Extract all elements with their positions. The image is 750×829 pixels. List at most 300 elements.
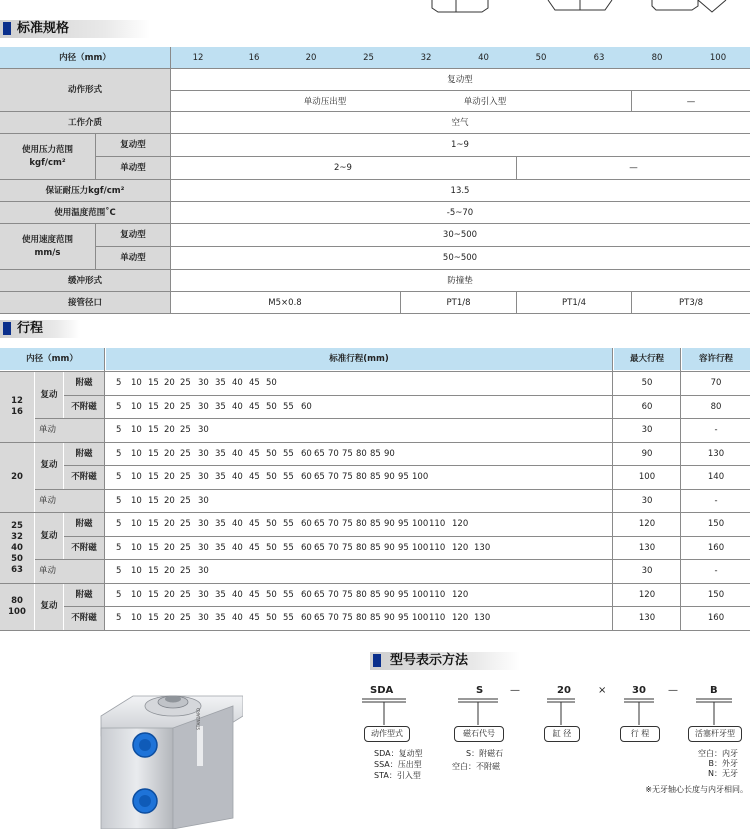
stroke-value: 25: [180, 401, 191, 412]
stroke-value: 30: [198, 378, 209, 388]
stroke-value: 15: [148, 401, 159, 412]
stroke-value: 80: [356, 589, 367, 600]
row-divider: [64, 606, 750, 607]
stroke-value: 50: [266, 472, 277, 482]
stroke-value: 75: [342, 613, 353, 623]
stroke-value: 80: [356, 472, 367, 482]
thread-note: ※无牙轴心长度与内牙相同。: [645, 785, 748, 794]
stroke-value: 60: [301, 401, 312, 412]
stroke-value: 70: [328, 472, 339, 482]
bore-value: 63: [11, 564, 23, 575]
stroke-value: 95: [398, 519, 409, 529]
stroke-value: 110: [429, 613, 446, 623]
stroke-value: 15: [148, 613, 159, 623]
stroke-value: 120: [452, 519, 469, 529]
stroke-value: 55: [283, 613, 294, 623]
stroke-value: 25: [180, 519, 191, 529]
magnet-label: 附磁: [75, 448, 93, 459]
separator-dash: —: [668, 685, 678, 696]
stroke-value: 30: [198, 495, 209, 506]
stroke-value: 25: [180, 448, 191, 459]
stroke-value: 55: [283, 589, 294, 600]
stroke-value: 70: [328, 448, 339, 459]
stroke-value: 35: [215, 519, 226, 529]
medium-value: 空气: [451, 118, 469, 128]
stroke-value: 10: [131, 425, 142, 435]
stroke-max-header: 最大行程: [629, 354, 664, 364]
stroke-value: 80: [356, 448, 367, 459]
stroke-value: 20: [164, 472, 175, 482]
proof-label: 保证耐压力kgf/cm²: [45, 186, 125, 196]
stroke-value: 15: [148, 425, 159, 435]
stroke-value: 90: [384, 542, 395, 553]
max-stroke: 120: [638, 519, 656, 529]
stroke-value: 60: [301, 613, 312, 623]
stroke-value: 45: [249, 589, 260, 600]
stroke-value: 65: [314, 589, 325, 600]
stroke-value: 5: [116, 495, 122, 506]
stroke-value: 20: [164, 448, 175, 459]
speed-single-label: 单动型: [120, 253, 146, 263]
pressure-double-value: 1~9: [451, 140, 469, 150]
row-divider: [0, 630, 750, 631]
speed-unit: mm/s: [34, 248, 61, 258]
stroke-value: 5: [116, 613, 122, 623]
stroke-table: [0, 348, 750, 633]
stroke-value: 15: [148, 378, 159, 388]
stroke-value: 50: [266, 589, 277, 600]
separator-dash: —: [510, 685, 520, 696]
stroke-value: 25: [180, 378, 191, 388]
stroke-value: 10: [131, 472, 142, 482]
bore-value: 12: [11, 396, 23, 407]
stroke-value: 30: [198, 401, 209, 412]
bore-value: 50: [11, 553, 23, 564]
stroke-value: 120: [452, 542, 469, 553]
stroke-value: 20: [164, 519, 175, 529]
stroke-value: 100: [412, 542, 429, 553]
stroke-value: 85: [370, 589, 381, 600]
spec-table: [0, 47, 750, 317]
stroke-value: 10: [131, 566, 142, 576]
tolerance-stroke: -: [714, 425, 718, 435]
tolerance-stroke: 160: [707, 613, 725, 623]
magnet-label: 不附磁: [71, 542, 97, 553]
stroke-value: 85: [370, 448, 381, 459]
pressure-single-label: 单动型: [120, 163, 146, 173]
model-box: 动作型式: [364, 726, 410, 742]
stroke-value: 70: [328, 613, 339, 623]
bore-col-header: 100: [709, 53, 727, 63]
stroke-value: 45: [249, 613, 260, 623]
stroke-value: 35: [215, 401, 226, 412]
magnet-label: 附磁: [75, 589, 93, 600]
model-box: 磁石代号: [454, 726, 504, 742]
stroke-value: 110: [429, 589, 446, 600]
stroke-value: 80: [356, 613, 367, 623]
cushion-value: 防撞垫: [447, 276, 473, 286]
model-designation: [360, 680, 750, 829]
bore-col-header: 50: [535, 53, 547, 63]
stroke-value: 20: [164, 589, 175, 600]
port-value: PT1/4: [562, 298, 586, 308]
stroke-value: 15: [148, 519, 159, 529]
stroke-value: 15: [148, 495, 159, 506]
stroke-value: 100: [412, 472, 429, 482]
stroke-value: 25: [180, 542, 191, 553]
tolerance-stroke: 150: [707, 589, 725, 600]
pressure-single-value: 2~9: [334, 163, 352, 173]
bore-value: 32: [11, 531, 23, 542]
action-double-label: 复动: [40, 389, 58, 400]
stroke-value: 30: [198, 613, 209, 623]
tolerance-stroke: 140: [707, 472, 725, 482]
stroke-value: 20: [164, 542, 175, 553]
proof-value: 13.5: [450, 186, 470, 196]
stroke-value: 45: [249, 448, 260, 459]
stroke-value: 95: [398, 542, 409, 553]
stroke-value: 75: [342, 542, 353, 553]
stroke-value: 5: [116, 425, 122, 435]
stroke-tol-header: 容许行程: [698, 354, 733, 364]
speed-double-value: 30~500: [442, 230, 478, 240]
speed-double-label: 复动型: [120, 230, 146, 240]
spec-bore-header: 内径（mm）: [59, 53, 111, 63]
stroke-value: 5: [116, 401, 122, 412]
max-stroke: 60: [641, 401, 653, 412]
stroke-value: 70: [328, 519, 339, 529]
bore-col-header: 63: [593, 53, 605, 63]
stroke-std-header: 标准行程(mm): [329, 354, 389, 364]
stroke-value: 30: [198, 472, 209, 482]
stroke-value: 55: [283, 448, 294, 459]
magnet-option: S：附磁石: [466, 749, 504, 758]
medium-label: 工作介质: [67, 118, 102, 128]
bore-value: 20: [11, 472, 23, 483]
model-code-thread: B: [710, 685, 718, 696]
cropped-drawings: [430, 0, 730, 16]
stroke-value: 10: [131, 448, 142, 459]
thread-option: N：无牙: [708, 769, 738, 778]
max-stroke: 120: [638, 589, 656, 600]
action-double-label: 复动: [40, 460, 58, 470]
code-connector-lines: [360, 697, 750, 727]
stroke-value: 35: [215, 378, 226, 388]
stroke-value: 25: [180, 425, 191, 435]
magnet-label: 附磁: [75, 378, 93, 388]
stroke-value: 50: [266, 542, 277, 553]
stroke-value: 50: [266, 448, 277, 459]
stroke-value: 15: [148, 566, 159, 576]
cushion-label: 缓冲形式: [67, 276, 102, 286]
tolerance-stroke: -: [714, 566, 718, 576]
column-divider: [104, 348, 105, 631]
stroke-value: 15: [148, 472, 159, 482]
action-option: STA：引入型: [374, 771, 421, 780]
model-code-magnet: S: [476, 685, 484, 696]
stroke-value: 25: [180, 566, 191, 576]
stroke-value: 60: [301, 472, 312, 482]
magnet-label: 不附磁: [71, 613, 97, 623]
stroke-value: 5: [116, 566, 122, 576]
stroke-value: 70: [328, 589, 339, 600]
max-stroke: 30: [641, 566, 653, 576]
stroke-value: 15: [148, 589, 159, 600]
section-title: 标准规格: [17, 21, 70, 36]
stroke-value: 15: [148, 448, 159, 459]
stroke-value: 70: [328, 542, 339, 553]
stroke-value: 95: [398, 472, 409, 482]
stroke-value: 50: [266, 519, 277, 529]
column-divider: [612, 348, 613, 631]
max-stroke: 30: [641, 425, 653, 435]
port-value: PT3/8: [679, 298, 703, 308]
bore-col-header: 16: [248, 53, 260, 63]
bore-value: 80: [11, 596, 23, 606]
stroke-value: 60: [301, 589, 312, 600]
stroke-value: 60: [301, 519, 312, 529]
stroke-bore-header: 内径（mm）: [26, 354, 78, 364]
stroke-value: 90: [384, 589, 395, 600]
max-stroke: 130: [638, 542, 656, 553]
stroke-value: 110: [429, 519, 446, 529]
stroke-value: 80: [356, 542, 367, 553]
action-option: SSA：压出型: [374, 760, 422, 769]
stroke-value: 95: [398, 589, 409, 600]
max-stroke: 90: [641, 448, 653, 459]
column-divider: [680, 348, 681, 631]
tolerance-stroke: 130: [707, 448, 725, 459]
model-code-bore: 20: [557, 685, 571, 696]
stroke-value: 45: [249, 472, 260, 482]
stroke-value: 30: [198, 589, 209, 600]
stroke-value: 35: [215, 613, 226, 623]
stroke-value: 10: [131, 542, 142, 553]
stroke-value: 40: [232, 401, 243, 412]
section-title: 行程: [17, 321, 44, 336]
thread-option: B：外牙: [708, 759, 738, 768]
tolerance-stroke: 160: [707, 542, 725, 553]
action-label: 动作形式: [67, 85, 102, 95]
model-box: 缸 径: [544, 726, 580, 742]
stroke-value: 40: [232, 613, 243, 623]
bore-col-header: 12: [192, 53, 204, 63]
action-single-label: 单动: [39, 495, 57, 506]
bore-value: 16: [11, 407, 23, 418]
pressure-single-dash: —: [629, 163, 638, 173]
row-divider: [35, 418, 750, 419]
stroke-value: 30: [198, 448, 209, 459]
model-code-stroke: 30: [632, 685, 646, 696]
thread-option: 空白：内牙: [698, 749, 738, 758]
tolerance-stroke: -: [714, 495, 718, 506]
stroke-value: 65: [314, 613, 325, 623]
bore-col-header: 20: [305, 53, 317, 63]
action-option: SDA：复动型: [374, 749, 423, 758]
stroke-value: 50: [266, 378, 277, 388]
stroke-value: 35: [215, 448, 226, 459]
stroke-value: 10: [131, 613, 142, 623]
stroke-value: 10: [131, 589, 142, 600]
stroke-value: 25: [180, 613, 191, 623]
stroke-value: 90: [384, 448, 395, 459]
stroke-value: 20: [164, 401, 175, 412]
action-single-pull: 单动引入型: [463, 97, 507, 107]
port-label: 接管径口: [67, 298, 102, 308]
row-divider: [64, 536, 750, 537]
action-dash: —: [686, 97, 696, 107]
stroke-value: 65: [314, 542, 325, 553]
pressure-unit: kgf/cm²: [29, 158, 66, 168]
stroke-value: 85: [370, 472, 381, 482]
product-label: STANDARD: [196, 707, 201, 730]
tolerance-stroke: 80: [710, 401, 722, 412]
stroke-value: 85: [370, 613, 381, 623]
stroke-value: 50: [266, 401, 277, 412]
stroke-value: 10: [131, 519, 142, 529]
separator-times: ×: [598, 685, 607, 696]
port-value: M5×0.8: [268, 298, 302, 308]
stroke-value: 120: [452, 613, 469, 623]
stroke-value: 40: [232, 542, 243, 553]
stroke-value: 95: [398, 613, 409, 623]
stroke-value: 55: [283, 542, 294, 553]
stroke-value: 45: [249, 542, 260, 553]
stroke-value: 20: [164, 566, 175, 576]
stroke-value: 40: [232, 378, 243, 388]
row-divider: [0, 512, 750, 513]
max-stroke: 100: [638, 472, 656, 482]
stroke-value: 130: [474, 542, 491, 553]
stroke-value: 90: [384, 472, 395, 482]
stroke-value: 100: [412, 589, 429, 600]
bore-value: 40: [11, 542, 23, 553]
action-single-push: 单动压出型: [303, 97, 347, 107]
stroke-value: 65: [314, 472, 325, 482]
bore-col-header: 80: [651, 53, 663, 63]
stroke-value: 90: [384, 519, 395, 529]
bore-value: 100: [8, 607, 26, 617]
stroke-value: 20: [164, 495, 175, 506]
stroke-value: 75: [342, 448, 353, 459]
bore-value: 25: [11, 520, 23, 531]
stroke-value: 10: [131, 378, 142, 388]
stroke-value: 40: [232, 448, 243, 459]
stroke-value: 80: [356, 519, 367, 529]
max-stroke: 30: [641, 495, 653, 506]
stroke-value: 35: [215, 542, 226, 553]
model-code-action: SDA: [370, 685, 394, 696]
tolerance-stroke: 70: [710, 378, 722, 388]
stroke-value: 100: [412, 613, 429, 623]
stroke-value: 130: [474, 613, 491, 623]
action-double-label: 复动: [40, 601, 58, 611]
magnet-option: 空白：不附磁: [452, 762, 500, 771]
port-value: PT1/8: [446, 298, 471, 308]
action-single-label: 单动: [39, 566, 57, 576]
stroke-value: 60: [301, 448, 312, 459]
stroke-value: 45: [249, 378, 260, 388]
stroke-value: 75: [342, 472, 353, 482]
row-divider: [64, 465, 750, 466]
stroke-value: 5: [116, 542, 122, 553]
stroke-value: 55: [283, 472, 294, 482]
stroke-value: 85: [370, 542, 381, 553]
model-box: 活塞杆牙型: [688, 726, 742, 742]
stroke-value: 5: [116, 519, 122, 529]
stroke-value: 75: [342, 589, 353, 600]
stroke-value: 60: [301, 542, 312, 553]
stroke-value: 65: [314, 519, 325, 529]
model-box: 行 程: [620, 726, 660, 742]
stroke-value: 55: [283, 401, 294, 412]
stroke-value: 35: [215, 589, 226, 600]
pressure-label: 使用压力范围: [21, 145, 73, 155]
stroke-value: 20: [164, 378, 175, 388]
speed-label: 使用速度范围: [21, 235, 73, 245]
magnet-label: 不附磁: [71, 401, 97, 412]
stroke-value: 25: [180, 472, 191, 482]
stroke-value: 5: [116, 378, 122, 388]
pressure-double-label: 复动型: [120, 140, 146, 150]
temp-value: -5~70: [446, 208, 474, 218]
stroke-value: 90: [384, 613, 395, 623]
stroke-value: 10: [131, 495, 142, 506]
stroke-value: 5: [116, 448, 122, 459]
row-divider: [35, 489, 750, 490]
action-double-label: 复动: [40, 530, 58, 541]
temp-label: 使用温度范围˚C: [54, 208, 116, 218]
bore-col-header: 25: [363, 53, 374, 63]
stroke-value: 50: [266, 613, 277, 623]
stroke-value: 30: [198, 566, 209, 576]
speed-single-value: 50~500: [442, 253, 478, 263]
stroke-value: 40: [232, 472, 243, 482]
magnet-label: 不附磁: [71, 472, 97, 482]
stroke-value: 35: [215, 472, 226, 482]
stroke-value: 45: [249, 401, 260, 412]
stroke-value: 55: [283, 519, 294, 529]
stroke-value: 30: [198, 542, 209, 553]
max-stroke: 50: [641, 378, 653, 388]
stroke-value: 120: [452, 589, 469, 600]
max-stroke: 130: [638, 613, 656, 623]
stroke-value: 20: [164, 613, 175, 623]
bore-col-header: 40: [478, 53, 489, 63]
stroke-value: 15: [148, 542, 159, 553]
stroke-value: 75: [342, 519, 353, 529]
row-divider: [35, 559, 750, 560]
stroke-value: 45: [249, 519, 260, 529]
stroke-value: 100: [412, 519, 429, 529]
stroke-value: 65: [314, 448, 325, 459]
stroke-value: 25: [180, 495, 191, 506]
stroke-value: 25: [180, 589, 191, 600]
action-double: 复动型: [447, 75, 473, 85]
cylinder-product-image: [93, 688, 243, 829]
section-title: 型号表示方法: [390, 653, 469, 668]
stroke-value: 40: [232, 519, 243, 529]
stroke-value: 85: [370, 519, 381, 529]
stroke-value: 110: [429, 542, 446, 553]
header-divider: [0, 371, 750, 372]
tolerance-stroke: 150: [707, 519, 725, 529]
stroke-value: 30: [198, 425, 209, 435]
stroke-value: 20: [164, 425, 175, 435]
action-single-label: 单动: [39, 425, 57, 435]
stroke-value: 5: [116, 472, 122, 482]
stroke-value: 5: [116, 589, 122, 600]
